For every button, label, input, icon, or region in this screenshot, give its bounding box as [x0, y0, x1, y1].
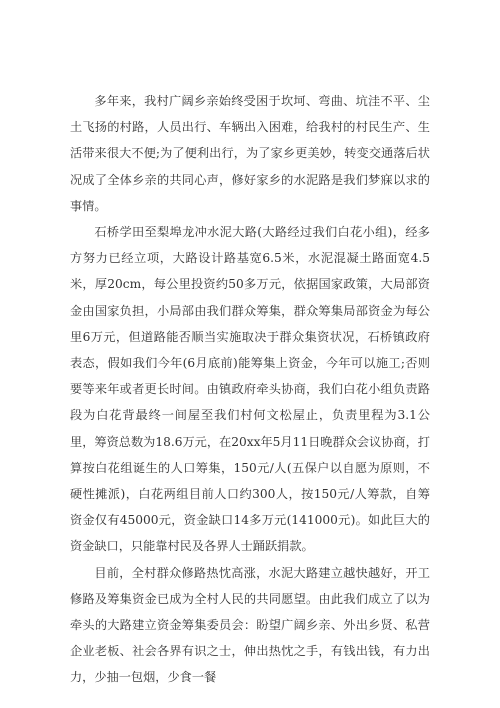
paragraph-fundraising-committee: 目前，全村群众修路热忱高涨，水泥大路建立越快越好，开工修路及筹集资金已成为全村人民的共同愿望。由此我们成立了以为牵头的大路建立资金筹集委员会：盼望广阔乡亲、外出乡贤、私营企业老板、社会各界有识之士，伸出热忱之手，有钱出钱，有力出力，少抽一包烟，少食一餐: [70, 565, 430, 685]
document-body: [70, 88, 430, 691]
paragraph-road-project: 石桥学田至梨埠龙冲水泥大路(大路经过我们白花小组)，经多方努力已经立项，大路设计路基宽6.5米，水泥混凝土路面宽4.5米，厚20cm，每公里投资约50多万元，依据国家政策，大局部资金由国家负担，小局部由我们群众筹集，群众筹集局部资金为每公里6万元，但道路能否顺当实施取决于群众集资状况，石桥镇政府表态，假如我们今年(6月底前)能筹集上资金，今年可以施工;否则要等来年或者更长时间。由镇政府牵头协商，我们白花小组负责路段为白花背最终一间屋至我们村何文松屋止，负责里程为3.1公里，筹资总数为18.6万元，在20xx年5月11日晚群众会议协商，打算按白花组诞生的人口筹集，150元/人(五保户以自愿为原则，不硬性摊派)，白花两组目前人口约300人，按150元/人筹款，自筹资金仅有45000元，资金缺口14多万元(141000元)。如此巨大的资金缺口，只能靠村民及各界人士踊跃捐款。: [70, 225, 430, 554]
paragraph-intro: 多年来，我村广阔乡亲始终受困于坎坷、弯曲、坑洼不平、尘土飞扬的村路，人员出行、车辆出入困难，给我村的村民生产、生活带来很大不便;为了便利出行，为了家乡更美妙，转变交通落后状况成了全体乡亲的共同心声，修好家乡的水泥路是我们梦寐以求的事情。: [70, 94, 430, 213]
